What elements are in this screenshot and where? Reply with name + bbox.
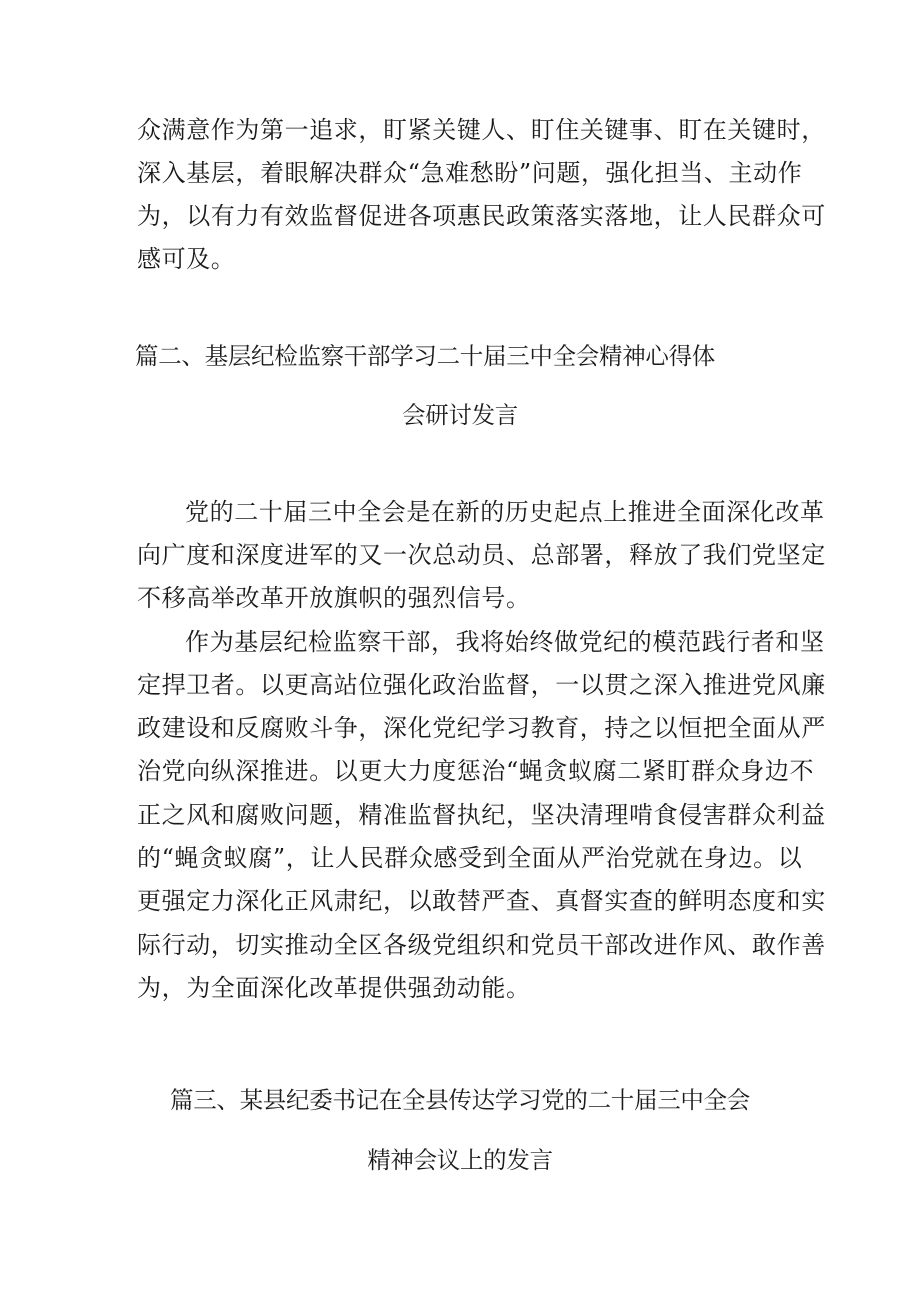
section-title-line: 精神会议上的发言: [367, 1146, 553, 1174]
text-line: 治党向纵深推进。以更大力度惩治“蝇贪蚁腐二紧盯群众身边不: [137, 757, 815, 785]
text-line: 定捍卫者。以更高站位强化政治监督，一以贯之深入推进党风廉: [137, 671, 826, 699]
text-line: 众满意作为第一追求，盯紧关键人、盯住关键事、盯在关键时，: [137, 116, 826, 144]
section-title-line: 篇二、基层纪检监察干部学习二十届三中全会精神心得体: [135, 342, 715, 370]
text-line: 为，以有力有效监督促进各项惠民政策落实落地，让人民群众可: [137, 202, 826, 230]
text-line: 向广度和深度进军的又一次总动员、总部署，释放了我们党坚定: [137, 541, 826, 569]
section-title-line: 会研讨发言: [402, 401, 518, 429]
text-line: 正之风和腐败问题，精准监督执纪，坚决清理啃食侵害群众利益: [137, 801, 826, 829]
text-line: 感可及。: [137, 245, 236, 273]
text-line: 更强定力深化正风肃纪，以敢替严查、真督实查的鲜明态度和实: [137, 887, 826, 915]
text-line: 作为基层纪检监察干部，我将始终做党纪的模范践行者和坚: [185, 628, 825, 656]
text-line: 党的二十届三中全会是在新的历史起点上推进全面深化改革: [185, 498, 825, 526]
text-line: 深入基层，着眼解决群众“急难愁盼”问题，强化担当、主动作: [137, 159, 803, 187]
text-line: 际行动，切实推动全区各级党组织和党员干部改进作风、敢作善: [137, 931, 826, 959]
text-line: 不移高举改革开放旗帜的强烈信号。: [137, 584, 531, 612]
section-title-line: 篇三、某县纪委书记在全县传达学习党的二十届三中全会: [170, 1086, 750, 1114]
text-line: 的“蝇贪蚁腐”，让人民群众感受到全面从严治党就在身边。以: [137, 844, 803, 872]
text-line: 政建设和反腐败斗争，深化党纪学习教育，持之以恒把全面从严: [137, 714, 826, 742]
text-line: 为，为全面深化改革提供强劲动能。: [137, 974, 531, 1002]
